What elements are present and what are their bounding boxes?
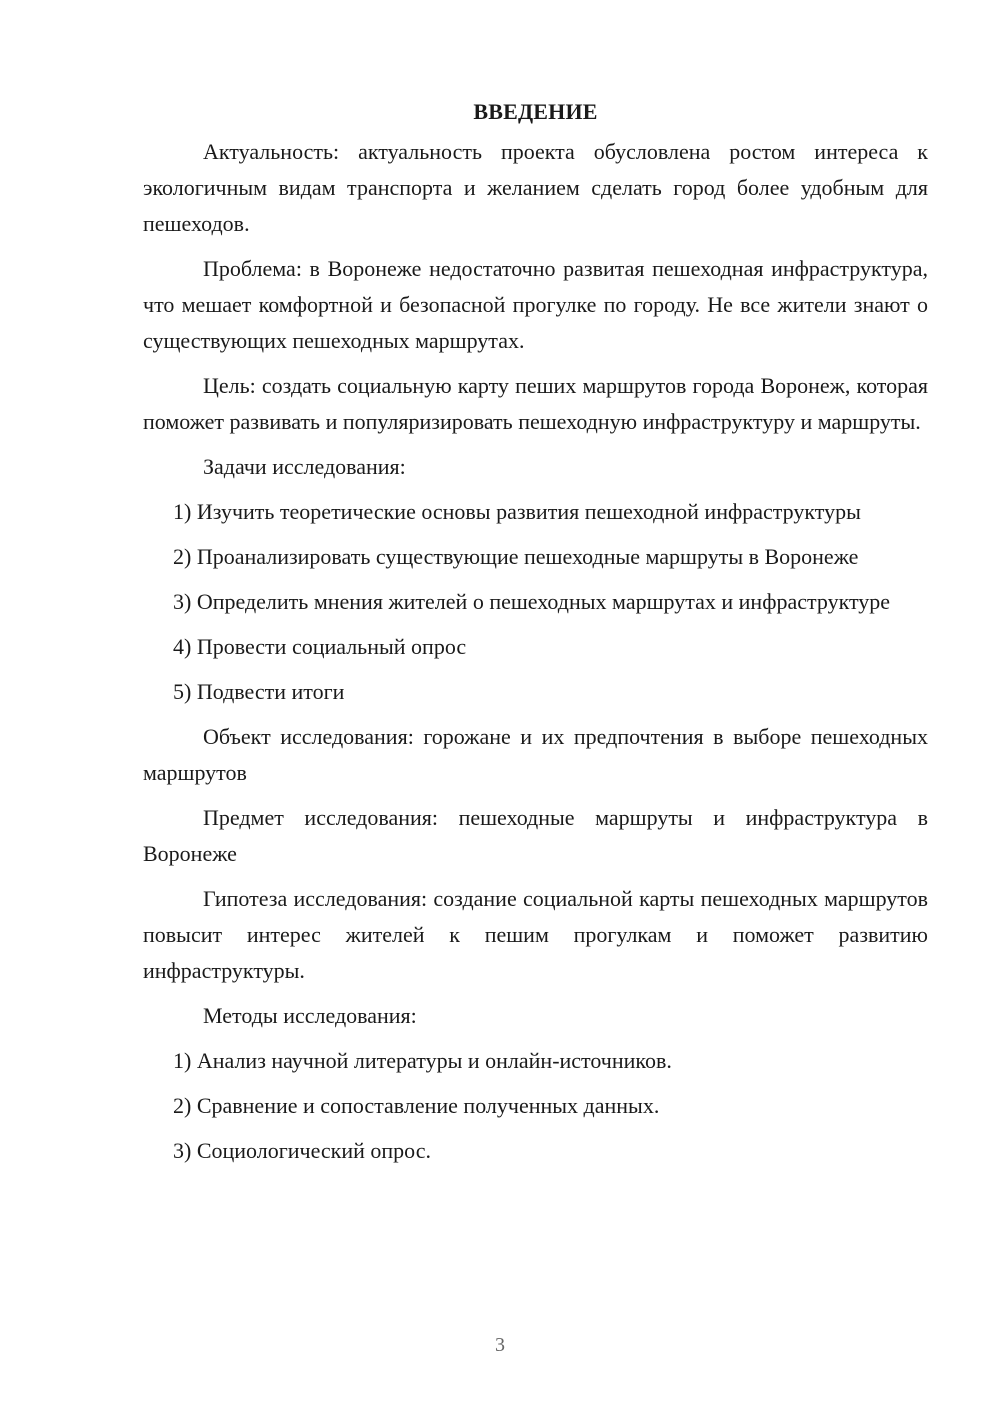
document-page (143, 94, 928, 1178)
subject-paragraph: Предмет исследования: пешеходные маршруты и инфраструктура в Воронеже (143, 805, 928, 866)
hypothesis-paragraph: Гипотеза исследования: создание социальной карты пешеходных маршрутов повысит интерес жителей к пешим прогулкам и поможет развитию инфраструктуры. (143, 886, 928, 983)
task-item: 3) Определить мнения жителей о пешеходных маршрутах и инфраструктуре (173, 589, 891, 614)
problem-paragraph: Проблема: в Воронеже недостаточно развитая пешеходная инфраструктура, что мешает комфортной и безопасной прогулке по городу. Не все жители знают о существующих пешеходных маршрутах. (143, 256, 928, 353)
object-paragraph: Объект исследования: горожане и их предпочтения в выборе пешеходных маршрутов (143, 724, 928, 785)
method-item: 2) Сравнение и сопоставление полученных данных. (173, 1093, 660, 1118)
method-item: 3) Социологический опрос. (173, 1138, 431, 1163)
relevance-paragraph: Актуальность: актуальность проекта обусловлена ростом интереса к экологичным видам транспорта и желанием сделать город более удобным для пешеходов. (143, 139, 928, 236)
goal-paragraph: Цель: создать социальную карту пеших маршрутов города Воронеж, которая поможет развивать и популяризировать пешеходную инфраструктуру и маршруты. (143, 373, 928, 434)
task-item: 5) Подвести итоги (173, 679, 345, 704)
methods-title: Методы исследования: (203, 1003, 417, 1028)
task-item: 4) Провести социальный опрос (173, 634, 467, 659)
method-item: 1) Анализ научной литературы и онлайн-источников. (173, 1048, 672, 1073)
tasks-title: Задачи исследования: (203, 454, 406, 479)
task-item: 2) Проанализировать существующие пешеходные маршруты в Воронеже (173, 544, 859, 569)
page-number: 3 (495, 1334, 505, 1356)
task-item: 1) Изучить теоретические основы развития пешеходной инфраструктуры (173, 499, 861, 524)
page-title: ВВЕДЕНИЕ (473, 99, 598, 124)
